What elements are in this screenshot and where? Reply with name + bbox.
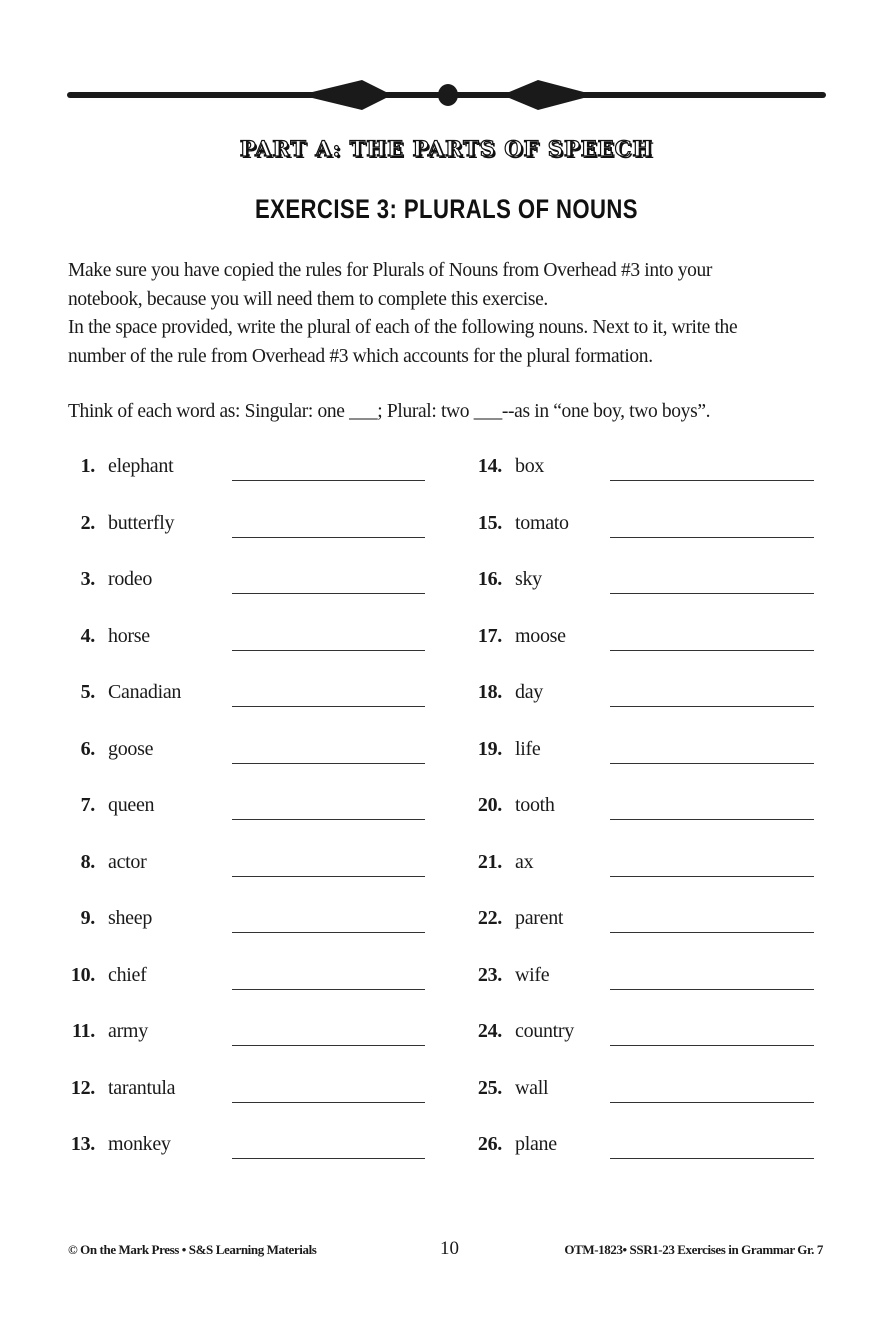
item-word: actor: [108, 850, 147, 873]
item-word: tomato: [515, 511, 569, 534]
item-word: box: [515, 455, 545, 477]
list-item: [0, 455, 893, 485]
item-number: 6.: [80, 737, 95, 760]
list-item: [0, 907, 893, 937]
item-number: 21.: [477, 850, 502, 873]
answer-blank[interactable]: [610, 1102, 814, 1103]
page-number: 10: [440, 1238, 459, 1259]
list-item: [0, 681, 893, 711]
item-number: 24.: [477, 1020, 502, 1042]
item-number: 17.: [477, 624, 502, 647]
answer-blank[interactable]: [610, 1158, 814, 1159]
item-number: 25.: [477, 1076, 502, 1099]
item-number: 8.: [80, 850, 95, 873]
item-word: country: [515, 1020, 574, 1042]
item-word: Canadian: [108, 681, 182, 703]
part-title: PART A: THE PARTS OF SPEECH: [239, 136, 654, 161]
answer-blank[interactable]: [610, 763, 814, 764]
item-word: goose: [108, 737, 154, 760]
answer-blank[interactable]: [610, 989, 814, 990]
instructions: [68, 257, 828, 371]
instruction-line: Make sure you have copied the rules for Plurals of Nouns from Overhead #3 into your: [68, 260, 713, 281]
item-word: army: [108, 1020, 148, 1042]
answer-blank[interactable]: [610, 706, 814, 707]
item-number: 23.: [477, 963, 502, 986]
item-word: sky: [515, 568, 542, 590]
item-word: parent: [515, 907, 564, 929]
item-word: tooth: [515, 794, 555, 816]
item-number: 14.: [477, 455, 502, 477]
item-word: horse: [108, 624, 150, 647]
exercise-title: EXERCISE 3: PLURALS OF NOUNS: [255, 194, 638, 224]
item-word: ax: [515, 850, 534, 873]
item-word: monkey: [108, 1133, 171, 1155]
item-number: 16.: [477, 568, 502, 590]
item-number: 22.: [477, 907, 502, 929]
list-item: [0, 1020, 893, 1050]
answer-blank[interactable]: [610, 819, 814, 820]
item-number: 3.: [80, 568, 95, 590]
hint-text: Think of each word as: Singular: one ___; Plural: two ___--as in “one boy, two boys”.: [68, 401, 711, 422]
answer-blank[interactable]: [610, 650, 814, 651]
item-word: butterfly: [108, 511, 175, 534]
item-number: 20.: [477, 794, 502, 816]
answer-blank[interactable]: [610, 537, 814, 538]
item-number: 10.: [70, 963, 95, 986]
footer-copyright: © On the Mark Press • S&S Learning Materials: [68, 1242, 317, 1257]
item-word: chief: [108, 963, 147, 986]
list-item: [0, 1077, 893, 1107]
instruction-line: number of the rule from Overhead #3 which accounts for the plural formation.: [68, 345, 653, 367]
list-item: [0, 794, 893, 824]
item-word: plane: [515, 1133, 557, 1155]
item-word: tarantula: [108, 1076, 176, 1099]
answer-blank[interactable]: [610, 1045, 814, 1046]
list-item: [0, 512, 893, 542]
answer-blank[interactable]: [610, 876, 814, 877]
list-item: [0, 1133, 893, 1163]
item-number: 15.: [477, 511, 502, 534]
answer-blank[interactable]: [610, 932, 814, 933]
item-word: sheep: [108, 907, 153, 929]
item-number: 1.: [80, 455, 95, 477]
item-number: 19.: [477, 737, 502, 760]
answer-blank[interactable]: [610, 480, 814, 481]
item-number: 4.: [80, 624, 95, 647]
item-word: elephant: [108, 455, 174, 477]
item-number: 9.: [80, 907, 95, 929]
item-word: life: [515, 737, 541, 760]
item-number: 7.: [80, 794, 95, 816]
item-number: 11.: [72, 1020, 95, 1042]
item-word: moose: [515, 624, 566, 647]
item-number: 13.: [70, 1133, 95, 1155]
list-item: [0, 851, 893, 881]
item-word: queen: [108, 794, 155, 816]
item-number: 26.: [477, 1133, 502, 1155]
list-item: [0, 625, 893, 655]
item-word: wife: [515, 963, 550, 986]
item-number: 5.: [80, 681, 95, 703]
instruction-line: In the space provided, write the plural of each of the following nouns. Next to it, write the: [68, 317, 738, 338]
list-item: [0, 568, 893, 598]
item-number: 18.: [477, 681, 502, 703]
instruction-line: notebook, because you will need them to complete this exercise.: [68, 288, 548, 310]
item-word: rodeo: [108, 568, 153, 590]
item-number: 12.: [70, 1076, 95, 1099]
answer-blank[interactable]: [610, 593, 814, 594]
list-item: [0, 964, 893, 994]
item-word: wall: [515, 1076, 549, 1099]
list-item: [0, 738, 893, 768]
footer-product-code: OTM-1823• SSR1-23 Exercises in Grammar Gr. 7: [564, 1242, 823, 1257]
decorative-ornament-divider: [0, 0, 893, 130]
item-word: day: [515, 681, 543, 703]
item-number: 2.: [80, 511, 95, 534]
